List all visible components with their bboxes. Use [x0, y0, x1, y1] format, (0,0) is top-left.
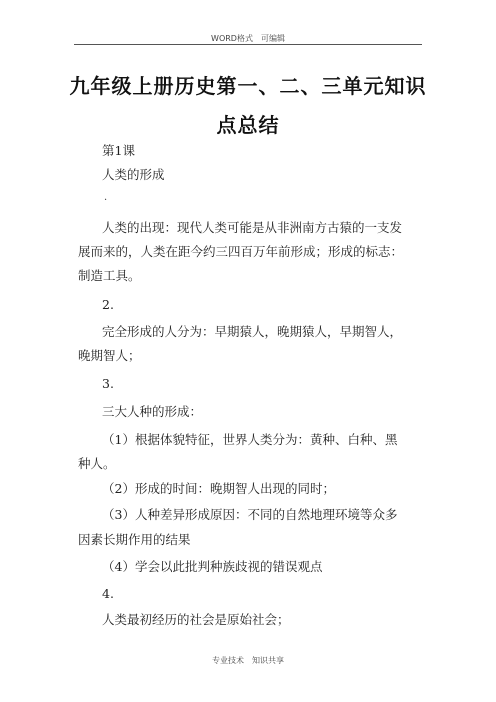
- item-number-3: 3.: [102, 376, 114, 391]
- paragraph-3: 三大人种的形成：: [102, 404, 203, 419]
- page-footer: [0, 655, 496, 666]
- lesson-subtitle: 人类的形成: [102, 167, 165, 182]
- list-marker: ·: [104, 195, 108, 206]
- footer-right-label: 知识共享: [252, 656, 284, 665]
- page-header: [0, 33, 496, 44]
- header-editable-label: 可编辑: [260, 34, 285, 43]
- document-title-line-1: 九年级上册历史第一、二、三单元知识: [69, 74, 427, 98]
- item-number-2: 2.: [102, 297, 114, 312]
- subitem-3-line-2: 因素长期作用的结果: [78, 532, 191, 547]
- header-format-label: WORD格式: [211, 34, 253, 43]
- paragraph-2-line-2: 晚期智人；: [78, 348, 141, 363]
- paragraph-1-line-3: 制造工具。: [78, 268, 141, 283]
- document-title-line-2: 点总结: [216, 113, 280, 137]
- paragraph-4: 人类最初经历的社会是原始社会；: [102, 612, 290, 627]
- footer-left-label: 专业技术: [212, 656, 244, 665]
- item-number-4: 4.: [102, 586, 114, 601]
- subitem-4: （4）学会以此批判种族歧视的错误观点: [102, 559, 323, 574]
- paragraph-2-line-1: 完全形成的人分为：早期猿人，晚期猿人，早期智人，: [102, 324, 403, 339]
- subitem-1-line-1: （1）根据体貌特征，世界人类分为：黄种、白种、黑: [102, 432, 398, 447]
- paragraph-1-line-1: 人类的出现：现代人类可能是从非洲南方古猿的一支发: [102, 220, 403, 235]
- lesson-heading: 第1课: [102, 143, 135, 158]
- subitem-1-line-2: 种人。: [78, 456, 116, 471]
- header-divider: [74, 44, 422, 45]
- subitem-2: （2）形成的时间：晚期智人出现的同时；: [102, 481, 335, 496]
- paragraph-1-line-2: 展而来的，人类在距今约三四百万年前形成；形成的标志：: [78, 244, 404, 259]
- subitem-3-line-1: （3）人种差异形成原因：不同的自然地理环境等众多: [102, 507, 398, 522]
